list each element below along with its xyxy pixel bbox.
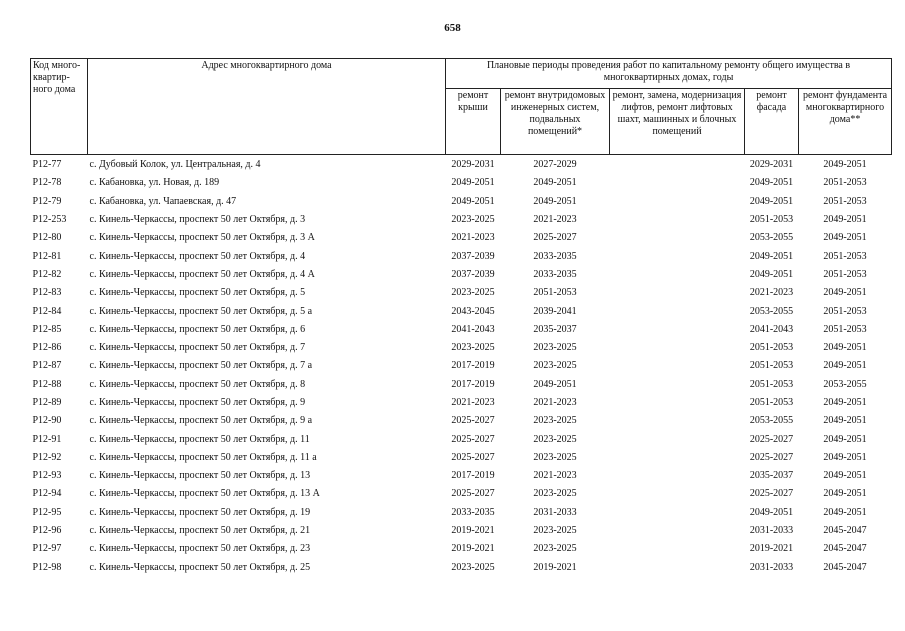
cell-foundation: 2051-2053 (823, 323, 867, 335)
cell-code: P12-90 (32, 415, 62, 427)
cell-lifts (610, 174, 745, 192)
cell-foundation: 2049-2051 (823, 342, 867, 354)
cell-facade: 2051-2053 (749, 342, 794, 354)
cell-address: с. Кинель-Черкассы, проспект 50 лет Октября, д. 5 а (89, 305, 313, 317)
cell-roof: 2023-2025 (451, 342, 495, 354)
cell-systems: 2023-2025 (533, 525, 577, 537)
cell-facade: 2029-2031 (749, 159, 794, 171)
cell-facade: 2031-2033 (749, 561, 794, 573)
cell-address: с. Кинель-Черкассы, проспект 50 лет Октября, д. 11 а (89, 451, 317, 463)
cell-facade: 2053-2055 (749, 232, 794, 244)
cell-foundation: 2045-2047 (823, 543, 867, 555)
table-body (31, 155, 892, 577)
cell-address: с. Кинель-Черкассы, проспект 50 лет Октября, д. 4 А (89, 268, 315, 280)
cell-roof: 2021-2023 (451, 397, 495, 408)
cell-lifts (610, 193, 745, 211)
cell-systems: 2039-2041 (533, 305, 577, 317)
cell-foundation: 2049-2051 (823, 214, 867, 226)
cell-lifts (610, 357, 745, 375)
cell-systems: 2019-2021 (533, 561, 577, 573)
cell-foundation: 2049-2051 (823, 451, 867, 463)
cell-systems: 2033-2035 (533, 250, 577, 262)
cell-code: P12-78 (32, 177, 62, 189)
cell-lifts (610, 522, 745, 540)
table-row (31, 559, 892, 577)
cell-systems: 2049-2051 (533, 378, 577, 390)
cell-roof: 2043-2045 (451, 305, 495, 317)
cell-roof: 2025-2027 (451, 451, 495, 463)
cell-foundation: 2049-2051 (823, 159, 867, 171)
cell-facade: 2049-2051 (749, 506, 794, 518)
cell-address: с. Кинель-Черкассы, проспект 50 лет Октября, д. 7 а (89, 360, 313, 372)
table-row (31, 357, 892, 375)
cell-systems: 2021-2023 (533, 214, 577, 226)
cell-address: с. Кинель-Черкассы, проспект 50 лет Октября, д. 4 (89, 250, 306, 262)
cell-lifts (610, 394, 745, 412)
cell-foundation: 2045-2047 (823, 561, 867, 573)
table-row (31, 284, 892, 302)
cell-address: с. Кабановка, ул. Чапаевская, д. 47 (89, 195, 237, 207)
cell-code: P12-81 (32, 250, 62, 262)
cell-systems: 2023-2025 (533, 360, 577, 372)
cell-facade: 2035-2037 (749, 470, 794, 482)
cell-facade: 2025-2027 (749, 488, 794, 500)
cell-facade: 2031-2033 (749, 525, 794, 537)
table-row (31, 174, 892, 192)
cell-systems: 2021-2023 (533, 470, 577, 482)
cell-code: P12-93 (32, 470, 62, 482)
cell-foundation: 2049-2051 (823, 397, 867, 408)
cell-roof: 2025-2027 (451, 415, 495, 427)
page-number: 658 (444, 22, 461, 34)
cell-address: с. Кинель-Черкассы, проспект 50 лет Октября, д. 8 (89, 378, 306, 390)
table-row (31, 302, 892, 320)
cell-facade: 2053-2055 (749, 305, 794, 317)
table-row (31, 449, 892, 467)
cell-address: с. Дубовый Колок, ул. Центральная, д. 4 (89, 159, 261, 171)
cell-systems: 2023-2025 (533, 451, 577, 463)
table-row (31, 485, 892, 503)
cell-code: P12-87 (32, 360, 62, 372)
repair-schedule-table (30, 58, 892, 577)
header-facade: ремонт фасада (745, 89, 799, 155)
cell-systems: 2049-2051 (533, 177, 577, 189)
cell-lifts (610, 321, 745, 339)
cell-facade: 2025-2027 (749, 433, 794, 445)
cell-code: P12-95 (32, 506, 62, 518)
table-row (31, 412, 892, 430)
cell-foundation: 2051-2053 (823, 195, 867, 207)
cell-address: с. Кинель-Черкассы, проспект 50 лет Октября, д. 3 (89, 214, 306, 226)
cell-lifts (610, 339, 745, 357)
cell-facade: 2021-2023 (749, 287, 794, 299)
table-row (31, 339, 892, 357)
cell-foundation: 2049-2051 (823, 287, 867, 299)
cell-lifts (610, 302, 745, 320)
cell-facade: 2051-2053 (749, 214, 794, 226)
cell-roof: 2017-2019 (451, 470, 495, 482)
cell-lifts (610, 247, 745, 265)
cell-code: P12-84 (32, 305, 62, 317)
cell-lifts (610, 155, 745, 175)
cell-systems: 2031-2033 (533, 506, 577, 518)
cell-roof: 2049-2051 (451, 195, 495, 207)
table-row (31, 266, 892, 284)
cell-facade: 2053-2055 (749, 415, 794, 427)
cell-lifts (610, 430, 745, 448)
cell-lifts (610, 229, 745, 247)
table-row (31, 430, 892, 448)
header-roof: ремонт крыши (446, 89, 501, 155)
cell-code: P12-253 (32, 214, 67, 226)
cell-facade: 2051-2053 (749, 360, 794, 372)
cell-lifts (610, 284, 745, 302)
cell-code: P12-82 (32, 268, 62, 280)
cell-address: с. Кинель-Черкассы, проспект 50 лет Октября, д. 11 (89, 433, 310, 445)
cell-facade: 2049-2051 (749, 250, 794, 262)
cell-facade: 2051-2053 (749, 378, 794, 390)
table-row (31, 229, 892, 247)
cell-address: с. Кинель-Черкассы, проспект 50 лет Октября, д. 21 (89, 525, 311, 537)
cell-foundation: 2051-2053 (823, 177, 867, 189)
cell-lifts (610, 540, 745, 558)
cell-lifts (610, 376, 745, 394)
cell-systems: 2025-2027 (533, 232, 577, 244)
cell-lifts (610, 449, 745, 467)
cell-facade: 2049-2051 (749, 268, 794, 280)
cell-address: с. Кинель-Черкассы, проспект 50 лет Октября, д. 9 а (89, 415, 313, 427)
cell-systems: 2023-2025 (533, 543, 577, 555)
cell-code: P12-97 (32, 543, 62, 555)
cell-roof: 2041-2043 (451, 323, 495, 335)
cell-address: с. Кинель-Черкассы, проспект 50 лет Октября, д. 13 (89, 470, 311, 482)
cell-code: P12-94 (32, 488, 62, 500)
table-row (31, 467, 892, 485)
header-address: Адрес многоквартирного дома (88, 59, 446, 155)
cell-roof: 2023-2025 (451, 287, 495, 299)
cell-address: с. Кинель-Черкассы, проспект 50 лет Октября, д. 19 (89, 506, 311, 518)
cell-roof: 2017-2019 (451, 360, 495, 372)
table-row (31, 247, 892, 265)
cell-lifts (610, 559, 745, 577)
cell-address: с. Кинель-Черкассы, проспект 50 лет Октября, д. 13 А (89, 488, 320, 500)
cell-foundation: 2051-2053 (823, 305, 867, 317)
cell-code: P12-86 (32, 342, 62, 354)
cell-foundation: 2051-2053 (823, 268, 867, 280)
table-row (31, 155, 892, 175)
cell-code: P12-88 (32, 378, 62, 390)
cell-roof: 2029-2031 (451, 159, 495, 171)
cell-lifts (610, 211, 745, 229)
cell-roof: 2037-2039 (451, 268, 495, 280)
cell-code: P12-89 (32, 397, 62, 408)
cell-systems: 2023-2025 (533, 342, 577, 354)
cell-code: P12-92 (32, 451, 62, 463)
cell-address: с. Кинель-Черкассы, проспект 50 лет Октября, д. 6 (89, 323, 306, 335)
cell-foundation: 2049-2051 (823, 506, 867, 518)
cell-address: с. Кинель-Черкассы, проспект 50 лет Октября, д. 23 (89, 543, 311, 555)
cell-code: P12-96 (32, 525, 62, 537)
header-code: Код много-квартир-ного дома (31, 59, 88, 155)
cell-roof: 2019-2021 (451, 525, 495, 537)
cell-systems: 2033-2035 (533, 268, 577, 280)
cell-facade: 2049-2051 (749, 177, 794, 189)
cell-systems: 2021-2023 (533, 397, 577, 408)
table-row (31, 193, 892, 211)
cell-foundation: 2045-2047 (823, 525, 867, 537)
cell-code: P12-79 (32, 195, 62, 207)
cell-address: с. Кинель-Черкассы, проспект 50 лет Октября, д. 25 (89, 561, 311, 573)
cell-foundation: 2049-2051 (823, 470, 867, 482)
cell-roof: 2023-2025 (451, 561, 495, 573)
header-systems: ремонт внутридомовых инженерных систем, подвальных помещений* (501, 89, 610, 155)
cell-foundation: 2049-2051 (823, 232, 867, 244)
cell-lifts (610, 412, 745, 430)
table-row (31, 376, 892, 394)
cell-roof: 2025-2027 (451, 488, 495, 500)
cell-facade: 2051-2053 (749, 397, 794, 408)
cell-foundation: 2049-2051 (823, 433, 867, 445)
header-foundation: ремонт фундамента многоквартирного дома** (799, 89, 892, 155)
cell-address: с. Кабановка, ул. Новая, д. 189 (89, 177, 220, 189)
cell-foundation: 2051-2053 (823, 250, 867, 262)
cell-facade: 2049-2051 (749, 195, 794, 207)
cell-systems: 2023-2025 (533, 488, 577, 500)
cell-lifts (610, 504, 745, 522)
cell-roof: 2049-2051 (451, 177, 495, 189)
cell-roof: 2019-2021 (451, 543, 495, 555)
cell-foundation: 2049-2051 (823, 488, 867, 500)
cell-address: с. Кинель-Черкассы, проспект 50 лет Октября, д. 5 (89, 287, 306, 299)
header-lifts: ремонт, замена, модернизация лифтов, ремонт лифтовых шахт, машинных и блочных помещений (610, 89, 745, 155)
cell-systems: 2027-2029 (533, 159, 577, 171)
table-row (31, 394, 892, 412)
cell-code: P12-85 (32, 323, 62, 335)
cell-foundation: 2049-2051 (823, 360, 867, 372)
cell-code: P12-80 (32, 232, 62, 244)
cell-systems: 2049-2051 (533, 195, 577, 207)
cell-lifts (610, 467, 745, 485)
cell-roof: 2037-2039 (451, 250, 495, 262)
cell-address: с. Кинель-Черкассы, проспект 50 лет Октября, д. 9 (89, 397, 306, 408)
table-row (31, 211, 892, 229)
table-row (31, 522, 892, 540)
cell-facade: 2019-2021 (749, 543, 794, 555)
cell-code: P12-98 (32, 561, 62, 573)
table-row (31, 504, 892, 522)
cell-address: с. Кинель-Черкассы, проспект 50 лет Октября, д. 3 А (89, 232, 315, 244)
table-row (31, 540, 892, 558)
cell-code: P12-91 (32, 433, 62, 445)
cell-systems: 2023-2025 (533, 433, 577, 445)
cell-roof: 2017-2019 (451, 378, 495, 390)
cell-systems: 2051-2053 (533, 287, 577, 299)
header-planned-periods: Плановые периоды проведения работ по капитальному ремонту общего имущества в многоквартирных домах, годы (446, 59, 892, 89)
cell-facade: 2041-2043 (749, 323, 794, 335)
cell-roof: 2033-2035 (451, 506, 495, 518)
cell-lifts (610, 485, 745, 503)
cell-systems: 2035-2037 (533, 323, 577, 335)
cell-code: P12-77 (32, 159, 62, 171)
cell-facade: 2025-2027 (749, 451, 794, 463)
cell-systems: 2023-2025 (533, 415, 577, 427)
cell-address: с. Кинель-Черкассы, проспект 50 лет Октября, д. 7 (89, 342, 306, 354)
cell-foundation: 2049-2051 (823, 415, 867, 427)
cell-roof: 2025-2027 (451, 433, 495, 445)
table-row (31, 321, 892, 339)
cell-roof: 2021-2023 (451, 232, 495, 244)
cell-lifts (610, 266, 745, 284)
cell-foundation: 2053-2055 (823, 378, 867, 390)
cell-code: P12-83 (32, 287, 62, 299)
cell-roof: 2023-2025 (451, 214, 495, 226)
